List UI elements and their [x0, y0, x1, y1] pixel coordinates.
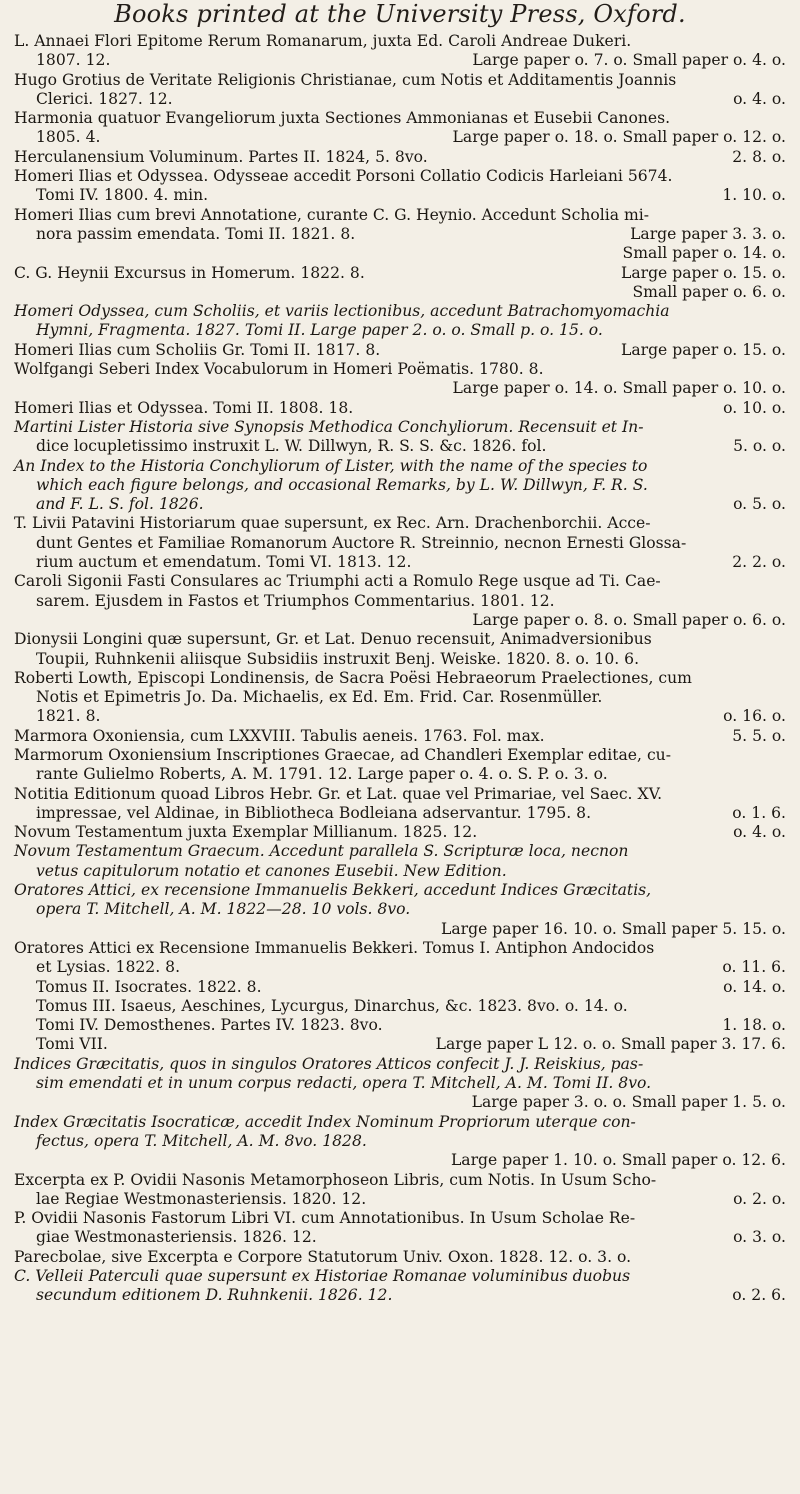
catalogue-line: [14, 1209, 786, 1228]
catalogue-line: [14, 785, 786, 804]
entry-text: Wolfgangi Seberi Index Vocabulorum in Homeri Poëmatis. 1780. 8.: [14, 360, 544, 379]
entry-price: 2. 8. o.: [732, 147, 786, 166]
catalogue-line: [14, 360, 786, 379]
entry-text: Indices Græcitatis, quos in singulos Oratores Atticos confecit J. J. Reiskius, pas-: [14, 1054, 644, 1073]
entry-text: Martini Lister Historia sive Synopsis Methodica Conchyliorum. Recensuit et In-: [14, 417, 644, 436]
catalogue-line: [14, 978, 786, 997]
catalogue-line: [14, 341, 786, 360]
entry-text: which each figure belongs, and occasional Remarks, by L. W. Dillwyn, F. R. S.: [36, 475, 648, 494]
entry-price: o. 3. o.: [733, 1228, 786, 1247]
catalogue-line: [14, 186, 786, 205]
catalogue-line: [14, 920, 786, 939]
catalogue-line: [14, 1055, 786, 1074]
entry-text: Marmorum Oxoniensium Inscriptiones Graecae, ad Chandleri Exemplar editae, cu-: [14, 745, 671, 764]
entry-text: P. Ovidii Nasonis Fastorum Libri VI. cum Annotationibus. In Usum Scholae Re-: [14, 1209, 636, 1228]
entry-price: 1. 10. o.: [722, 186, 786, 205]
entry-text: Marmora Oxoniensia, cum LXXVIII. Tabulis aeneis. 1763. Fol. max.: [14, 726, 545, 745]
catalogue-line: [14, 1190, 786, 1209]
catalogue-line: [14, 244, 786, 263]
catalogue-line: [14, 206, 786, 225]
catalogue-line: [14, 765, 786, 784]
catalogue-line: [14, 457, 786, 476]
entry-price: 2. 2. o.: [732, 553, 786, 572]
entry-text: nora passim emendata. Tomi II. 1821. 8.: [36, 224, 356, 243]
catalogue-line: [14, 321, 786, 340]
entry-price: Large paper o. 7. o. Small paper o. 4. o.: [472, 51, 786, 70]
entry-text: Large paper 16. 10. o. Small paper 5. 15. o.: [441, 919, 786, 938]
entry-price: Small paper o. 14. o.: [622, 244, 786, 263]
entry-text: Dionysii Longini quæ supersunt, Gr. et Lat. Denuo recensuit, Animadversionibus: [14, 630, 652, 649]
entry-text: rante Gulielmo Roberts, A. M. 1791. 12. Large paper o. 4. o. S. P. o. 3. o.: [36, 765, 608, 784]
catalogue-line: [14, 1228, 786, 1247]
catalogue-line: [14, 1151, 786, 1170]
catalogue-line: [14, 746, 786, 765]
catalogue-line: [14, 650, 786, 669]
catalogue-line: [14, 167, 786, 186]
entry-text: Oratores Attici, ex recensione Immanuelis Bekkeri, accedunt Indices Græcitatis,: [14, 881, 652, 900]
entry-text: 1821. 8.: [36, 707, 101, 726]
entry-text: Tomi VII.: [36, 1035, 108, 1054]
entry-text: vetus capitulorum notatio et canones Eusebii. New Edition.: [36, 861, 507, 880]
entry-text: dunt Gentes et Familiae Romanorum Auctore R. Streinnio, necnon Ernesti Glossa-: [36, 533, 687, 552]
entry-price: o. 2. o.: [733, 1189, 786, 1208]
catalogue-line: [14, 823, 786, 842]
catalogue-line: [14, 1035, 786, 1054]
catalogue-line: [14, 514, 786, 533]
entry-price: Large paper o. 15. o.: [620, 263, 786, 282]
entry-text: Homeri Ilias cum brevi Annotatione, curante C. G. Heynio. Accedunt Scholia mi-: [14, 205, 650, 224]
entry-price: o. 1. 6.: [732, 803, 786, 822]
catalogue-line: [14, 939, 786, 958]
entry-text: dice locupletissimo instruxit L. W. Dillwyn, R. S. S. &c. 1826. fol.: [36, 437, 547, 456]
entry-text: T. Livii Patavini Historiarum quae supersunt, ex Rec. Arn. Drachenborchii. Acce-: [14, 514, 651, 533]
entry-price: Large paper o. 18. o. Small paper o. 12. o.: [452, 128, 786, 147]
entry-text: et Lysias. 1822. 8.: [36, 958, 181, 977]
entry-text: Homeri Odyssea, cum Scholiis, et variis lectionibus, accedunt Batrachomyomachia: [14, 302, 670, 321]
catalogue-line: [14, 379, 786, 398]
catalogue-line: [14, 1248, 786, 1267]
catalogue-line: [14, 900, 786, 919]
entry-text: Oratores Attici ex Recensione Immanuelis Bekkeri. Tomus I. Antiphon Andocidos: [14, 938, 655, 957]
catalogue-line: [14, 804, 786, 823]
catalogue-line: [14, 727, 786, 746]
entry-text: giae Westmonasteriensis. 1826. 12.: [36, 1228, 317, 1247]
catalogue-line: [14, 1074, 786, 1093]
entry-text: Large paper o. 8. o. Small paper o. 6. o.: [472, 610, 786, 629]
catalogue-line: [14, 1267, 786, 1286]
entry-text: 1807. 12.: [36, 51, 111, 70]
entry-text: Tomus II. Isocrates. 1822. 8.: [36, 977, 262, 996]
catalogue-line: [14, 630, 786, 649]
entry-price: o. 2. 6.: [732, 1286, 786, 1305]
entry-text: Herculanensium Voluminum. Partes II. 1824, 5. 8vo.: [14, 147, 428, 166]
entry-text: Roberti Lowth, Episcopi Londinensis, de Sacra Poësi Hebraeorum Praelectiones, cum: [14, 668, 692, 687]
entry-text: lae Regiae Westmonasteriensis. 1820. 12.: [36, 1189, 367, 1208]
entry-price: o. 4. o.: [733, 89, 786, 108]
entry-text: Novum Testamentum juxta Exemplar Millianum. 1825. 12.: [14, 823, 478, 842]
entry-price: Large paper o. 15. o.: [620, 340, 786, 359]
catalogue-line: [14, 1132, 786, 1151]
entry-text: Large paper o. 14. o. Small paper o. 10. o.: [452, 379, 786, 398]
entry-text: 1805. 4.: [36, 128, 101, 147]
entry-price: o. 4. o.: [733, 823, 786, 842]
entry-text: impressae, vel Aldinae, in Bibliotheca Bodleiana adservantur. 1795. 8.: [36, 803, 592, 822]
running-head: Books printed at the University Press, Oxford.: [114, 0, 686, 28]
catalogue-line: [14, 862, 786, 881]
catalogue-line: [14, 90, 786, 109]
entry-price: o. 5. o.: [733, 495, 786, 514]
entry-text: Index Græcitatis Isocraticæ, accedit Index Nominum Propriorum uterque con-: [14, 1112, 636, 1131]
entry-text: Clerici. 1827. 12.: [36, 89, 173, 108]
catalogue-line: [14, 669, 786, 688]
entry-text: sarem. Ejusdem in Fastos et Triumphos Commentarius. 1801. 12.: [36, 591, 555, 610]
catalogue-line: [14, 264, 786, 283]
entry-price: o. 14. o.: [723, 977, 786, 996]
entry-text: Tomi IV. Demosthenes. Partes IV. 1823. 8vo.: [36, 1016, 383, 1035]
catalogue-line: [14, 225, 786, 244]
catalogue-line: [14, 611, 786, 630]
catalogue-line: [14, 881, 786, 900]
catalogue-entries: [14, 32, 786, 1306]
catalogue-line: [14, 707, 786, 726]
catalogue-line: [14, 476, 786, 495]
entry-price: Small paper o. 6. o.: [632, 282, 786, 301]
entry-text: and F. L. S. fol. 1826.: [36, 495, 204, 514]
catalogue-line: [14, 495, 786, 514]
entry-text: sim emendati et in unum corpus redacti, opera T. Mitchell, A. M. Tomi II. 8vo.: [36, 1074, 652, 1093]
catalogue-line: [14, 553, 786, 572]
entry-text: opera T. Mitchell, A. M. 1822—28. 10 vols. 8vo.: [36, 900, 411, 919]
catalogue-line: [14, 1171, 786, 1190]
entry-text: Parecbolae, sive Excerpta e Corpore Statutorum Univ. Oxon. 1828. 12. o. 3. o.: [14, 1247, 632, 1266]
catalogue-line: [14, 1016, 786, 1035]
entry-text: Caroli Sigonii Fasti Consulares ac Triumphi acti a Romulo Rege usque ad Ti. Cae-: [14, 572, 661, 591]
entry-price: 5. o. o.: [733, 437, 786, 456]
entry-price: Large paper L 12. o. o. Small paper 3. 17. 6.: [435, 1035, 786, 1054]
catalogue-line: [14, 399, 786, 418]
entry-text: fectus, opera T. Mitchell, A. M. 8vo. 1828.: [36, 1131, 367, 1150]
entry-text: C. G. Heynii Excursus in Homerum. 1822. 8.: [14, 263, 365, 282]
entry-text: Homeri Ilias et Odyssea. Odysseae accedit Porsoni Collatio Codicis Harleiani 5674.: [14, 167, 673, 186]
entry-text: secundum editionem D. Ruhnkenii. 1826. 12.: [36, 1286, 393, 1305]
catalogue-line: [14, 534, 786, 553]
entry-price: Large paper 3. 3. o.: [630, 224, 786, 243]
catalogue-line: [14, 842, 786, 861]
catalogue-line: [14, 418, 786, 437]
catalogue-line: [14, 283, 786, 302]
entry-text: rium auctum et emendatum. Tomi VI. 1813. 12.: [36, 553, 412, 572]
catalogue-line: [14, 958, 786, 977]
entry-price: 5. 5. o.: [732, 726, 786, 745]
catalogue-line: [14, 51, 786, 70]
entry-text: Hugo Grotius de Veritate Religionis Christianae, cum Notis et Additamentis Joannis: [14, 70, 677, 89]
entry-price: o. 16. o.: [723, 707, 786, 726]
entry-price: o. 11. 6.: [722, 958, 786, 977]
entry-text: An Index to the Historia Conchyliorum of Lister, with the name of the species to: [14, 456, 648, 475]
catalogue-line: [14, 997, 786, 1016]
entry-text: Notis et Epimetris Jo. Da. Michaelis, ex Ed. Em. Frid. Car. Rosenmüller.: [36, 688, 603, 707]
catalogue-line: [14, 1286, 786, 1305]
catalogue-line: [14, 437, 786, 456]
catalogue-line: [14, 148, 786, 167]
catalogue-line: [14, 32, 786, 51]
entry-text: Notitia Editionum quoad Libros Hebr. Gr. et Lat. quae vel Primariae, vel Saec. XV.: [14, 784, 663, 803]
entry-text: Tomus III. Isaeus, Aeschines, Lycurgus, Dinarchus, &c. 1823. 8vo. o. 14. o.: [36, 996, 628, 1015]
catalogue-line: [14, 1113, 786, 1132]
entry-text: Homeri Ilias cum Scholiis Gr. Tomi II. 1817. 8.: [14, 340, 381, 359]
entry-text: C. Velleii Paterculi quae supersunt ex Historiae Romanae voluminibus duobus: [14, 1267, 631, 1285]
entry-price: o. 10. o.: [723, 398, 786, 417]
catalogue-line: [14, 302, 786, 321]
entry-text: Harmonia quatuor Evangeliorum juxta Sectiones Ammonianas et Eusebii Canones.: [14, 109, 671, 128]
catalogue-line: [14, 592, 786, 611]
catalogue-line: [14, 688, 786, 707]
entry-text: Excerpta ex P. Ovidii Nasonis Metamorphoseon Libris, cum Notis. In Usum Scho-: [14, 1170, 657, 1189]
entry-text: Large paper 3. o. o. Small paper 1. 5. o.: [471, 1093, 786, 1112]
entry-text: Large paper 1. 10. o. Small paper o. 12. 6.: [450, 1151, 786, 1170]
catalogue-line: [14, 128, 786, 147]
entry-text: Toupii, Ruhnkenii aliisque Subsidiis instruxit Benj. Weiske. 1820. 8. o. 10. 6.: [36, 649, 640, 668]
entry-text: L. Annaei Flori Epitome Rerum Romanarum, juxta Ed. Caroli Andreae Dukeri.: [14, 32, 632, 50]
entry-text: Homeri Ilias et Odyssea. Tomi II. 1808. 18.: [14, 398, 354, 417]
entry-text: Novum Testamentum Graecum. Accedunt parallela S. Scripturæ loca, necnon: [14, 842, 629, 861]
catalogue-line: [14, 109, 786, 128]
catalogue-line: [14, 572, 786, 591]
catalogue-line: [14, 71, 786, 90]
entry-text: Hymni, Fragmenta. 1827. Tomi II. Large paper 2. o. o. Small p. o. 15. o.: [36, 321, 603, 340]
entry-text: Tomi IV. 1800. 4. min.: [36, 186, 209, 205]
entry-price: 1. 18. o.: [722, 1016, 786, 1035]
catalogue-line: [14, 1093, 786, 1112]
